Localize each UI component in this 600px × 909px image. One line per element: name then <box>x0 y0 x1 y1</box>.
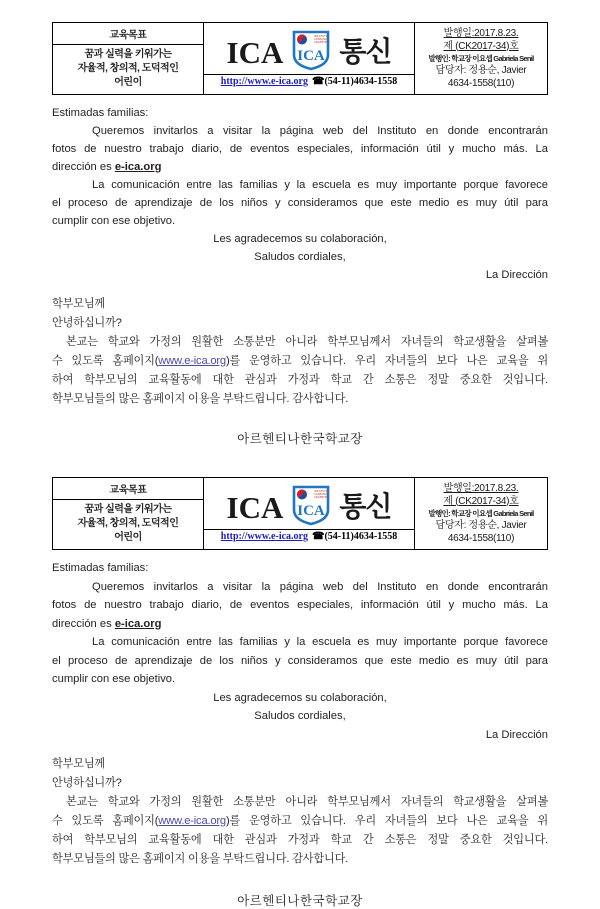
korean-body-line-1: 본교는 학교와 가정의 원활한 소통분만 아니라 학부모님께서 자녀들의 학교생활을 살펴볼 <box>66 336 548 348</box>
spanish-signoff-2: La Dirección <box>485 728 548 741</box>
masthead-row <box>204 28 414 74</box>
issue-number-2: 제 (CK2017-34)호 <box>443 495 519 507</box>
korean-body-line-4: 학부모님들의 많은 홈페이지 이용을 부탁드립니다. 감사합니다. <box>52 393 349 405</box>
spanish-regards: Saludos cordiales, <box>254 251 346 263</box>
korean-letter-1 <box>52 295 548 409</box>
telephone-text: ☎(54-11)4634-1558 <box>311 76 398 87</box>
korean-salutation-1-b: 학부모님께 <box>52 758 106 770</box>
spanish-p1-line-2: fotos de nuestro trabajo diario, de eventos especiales, información útil y mucho más. La <box>52 143 548 155</box>
korean-body-line-2 <box>52 352 548 371</box>
korean-body-line-1-b: 본교는 학교와 가정의 원활한 소통분만 아니라 학부모님께서 자녀들의 학교생활을 살펴볼 <box>66 796 548 808</box>
letterhead-table <box>52 22 548 95</box>
education-goal-line-1-b: 꿈과 실력을 키워가는 <box>84 504 172 515</box>
korean-body-line-2-pre-b: 수 있도록 홈페이지( <box>52 815 159 827</box>
education-goal-line-3: 어린이 <box>114 77 142 88</box>
contact-person-line: 담당자: 정용순, Javier <box>435 64 527 76</box>
korean-signature-1: 아르헨티나한국학교장 <box>237 432 363 446</box>
korean-body-line-2-post: )를 운영하고 있습니다. 우리 자녀들의 보다 나은 교육을 위 <box>225 355 548 367</box>
svg-text:ICA: ICA <box>297 502 326 519</box>
spanish-p1-line-3-text-b: dirección es <box>52 617 115 630</box>
svg-text:INSTITUTO: INSTITUTO <box>314 489 329 493</box>
ica-wordmark-2: ICA <box>226 489 284 525</box>
spanish-p2-line-2: el proceso de aprendizaje de los niños y consideramos que este medio es muy útil para <box>52 197 548 209</box>
spanish-thanks: Les agradecemos su colaboración, <box>213 233 387 245</box>
korean-salutation-2-b: 안녕하십니까? <box>52 777 122 789</box>
korean-salutation-2: 안녕하십니까? <box>52 317 122 329</box>
education-goal-title: 교육목표 <box>53 23 203 45</box>
education-goal-line-1: 꿈과 실력을 키워가는 <box>84 49 172 60</box>
contact-person-line-2: 담당자: 정용순, Javier <box>435 519 527 531</box>
education-goal-cell-2 <box>53 478 204 550</box>
spanish-p2-line-3-b: cumplir con ese objetivo. <box>52 673 176 685</box>
korean-website-link-2[interactable]: www.e-ica.org <box>158 815 226 827</box>
spanish-website-link-2[interactable]: e-ica.org <box>114 617 162 630</box>
education-goal-body <box>53 45 203 94</box>
svg-text:INSTITUTO: INSTITUTO <box>314 34 329 38</box>
masthead-cell <box>204 23 415 95</box>
spanish-p2-line-1-b: La comunicación entre las familias y la escuela es muy importante porque favorece <box>92 636 548 648</box>
education-goal-line-2: 자율적, 창의적, 도덕적인 <box>77 63 179 74</box>
ica-shield-emblem-icon <box>291 29 331 76</box>
spanish-greeting: Estimadas familias: <box>52 107 149 119</box>
spanish-website-link[interactable]: e-ica.org <box>114 161 162 173</box>
spanish-p2-line-2-b: el proceso de aprendizaje de los niños y consideramos que este medio es muy útil para <box>52 654 548 667</box>
letterhead-table-2 <box>52 477 548 550</box>
korean-body-line-2-pre: 수 있도록 홈페이지( <box>52 355 159 367</box>
ica-wordmark: ICA <box>226 34 284 70</box>
korean-body-line-3: 하여 학부모님의 교육활동에 대한 관심과 가정과 학교 간 소통은 정말 중요한 것입니다. <box>52 374 548 386</box>
education-goal-cell <box>53 23 204 95</box>
newsletter-copy-1 <box>52 22 548 447</box>
spanish-p1-line-3-text: dirección es <box>52 161 115 173</box>
publisher-line: 발행인: 학교장 이요셉 Gabriela Senil <box>428 53 534 63</box>
spanish-p2-line-1: La comunicación entre las familias y la escuela es muy importante porque favorece <box>92 179 548 191</box>
korean-body-line-4-b: 학부모님들의 많은 홈페이지 이용을 부탁드립니다. 감사합니다. <box>52 853 349 865</box>
masthead-contact-row-2 <box>204 529 414 544</box>
spanish-thanks-2: Les agradecemos su colaboración, <box>213 691 387 704</box>
issue-info-block <box>415 25 547 93</box>
contact-phone-line-2: 4634-1558(110) <box>447 532 515 544</box>
svg-text:ARGENTINO: ARGENTINO <box>314 40 330 44</box>
publisher-line-2: 발행인: 학교장 이요셉 Gabriela Senil <box>428 508 534 518</box>
korean-letter-2 <box>52 755 548 869</box>
issue-date: 발행일:2017.8.23. <box>443 27 519 39</box>
education-goal-line-3-b: 어린이 <box>114 532 142 543</box>
korean-body-line-2-post-b: )를 운영하고 있습니다. 우리 자녀들의 보다 나은 교육을 위 <box>225 815 548 827</box>
spanish-regards-2: Saludos cordiales, <box>254 710 346 722</box>
spanish-signoff: La Dirección <box>485 269 548 281</box>
korean-salutation-1: 학부모님께 <box>52 298 106 310</box>
ica-shield-emblem-icon-2 <box>291 484 331 531</box>
hangul-masthead: 통신 <box>339 35 392 68</box>
svg-text:COREANO: COREANO <box>314 492 328 496</box>
hangul-masthead-2: 통신 <box>339 490 392 523</box>
spanish-p1-line-2-b: fotos de nuestro trabajo diario, de eventos especiales, información útil y mucho más. La <box>52 599 548 611</box>
korean-website-link[interactable]: www.e-ica.org <box>158 355 226 367</box>
spanish-letter-2 <box>52 559 548 744</box>
svg-text:COREANO: COREANO <box>314 37 328 41</box>
spanish-letter-1 <box>52 104 548 284</box>
spanish-p1-line-3 <box>52 158 548 176</box>
masthead-cell-2 <box>204 478 415 550</box>
masthead-row-2 <box>204 483 414 529</box>
issue-number: 제 (CK2017-34)호 <box>443 40 519 52</box>
website-link-2[interactable]: http://www.e-ica.org <box>220 531 308 542</box>
education-goal-title-2: 교육목표 <box>53 478 203 500</box>
spanish-greeting-2: Estimadas familias: <box>52 562 149 574</box>
korean-signature-2: 아르헨티나한국학교장 <box>237 894 363 908</box>
education-goal-body-2 <box>53 500 203 549</box>
issue-date-2: 발행일:2017.8.23. <box>443 482 519 494</box>
education-goal-line-2-b: 자율적, 창의적, 도덕적인 <box>77 518 179 529</box>
svg-text:ARGENTINO: ARGENTINO <box>314 495 330 499</box>
issue-info-cell <box>415 23 548 95</box>
contact-phone-line: 4634-1558(110) <box>447 77 515 89</box>
korean-body-line-2-b <box>52 812 548 831</box>
korean-body-line-3-b: 하여 학부모님의 교육활동에 대한 관심과 가정과 학교 간 소통은 정말 중요한 것입니다. <box>52 834 548 846</box>
spanish-p1-line-1-b: Queremos invitarlos a visitar la página web del Instituto en donde encontrarán <box>92 580 548 593</box>
issue-info-block-2 <box>415 480 547 548</box>
masthead-contact-row <box>204 74 414 89</box>
issue-info-cell-2 <box>415 478 548 550</box>
svg-text:ICA: ICA <box>297 47 326 64</box>
telephone-text-2: ☎(54-11)4634-1558 <box>311 531 398 542</box>
newsletter-copy-2 <box>52 477 548 909</box>
spanish-p1-line-1: Queremos invitarlos a visitar la página web del Instituto en donde encontrarán <box>92 125 548 137</box>
spanish-p2-line-3: cumplir con ese objetivo. <box>52 215 176 227</box>
spanish-p1-line-3-b <box>52 615 548 634</box>
website-link[interactable]: http://www.e-ica.org <box>220 76 308 87</box>
